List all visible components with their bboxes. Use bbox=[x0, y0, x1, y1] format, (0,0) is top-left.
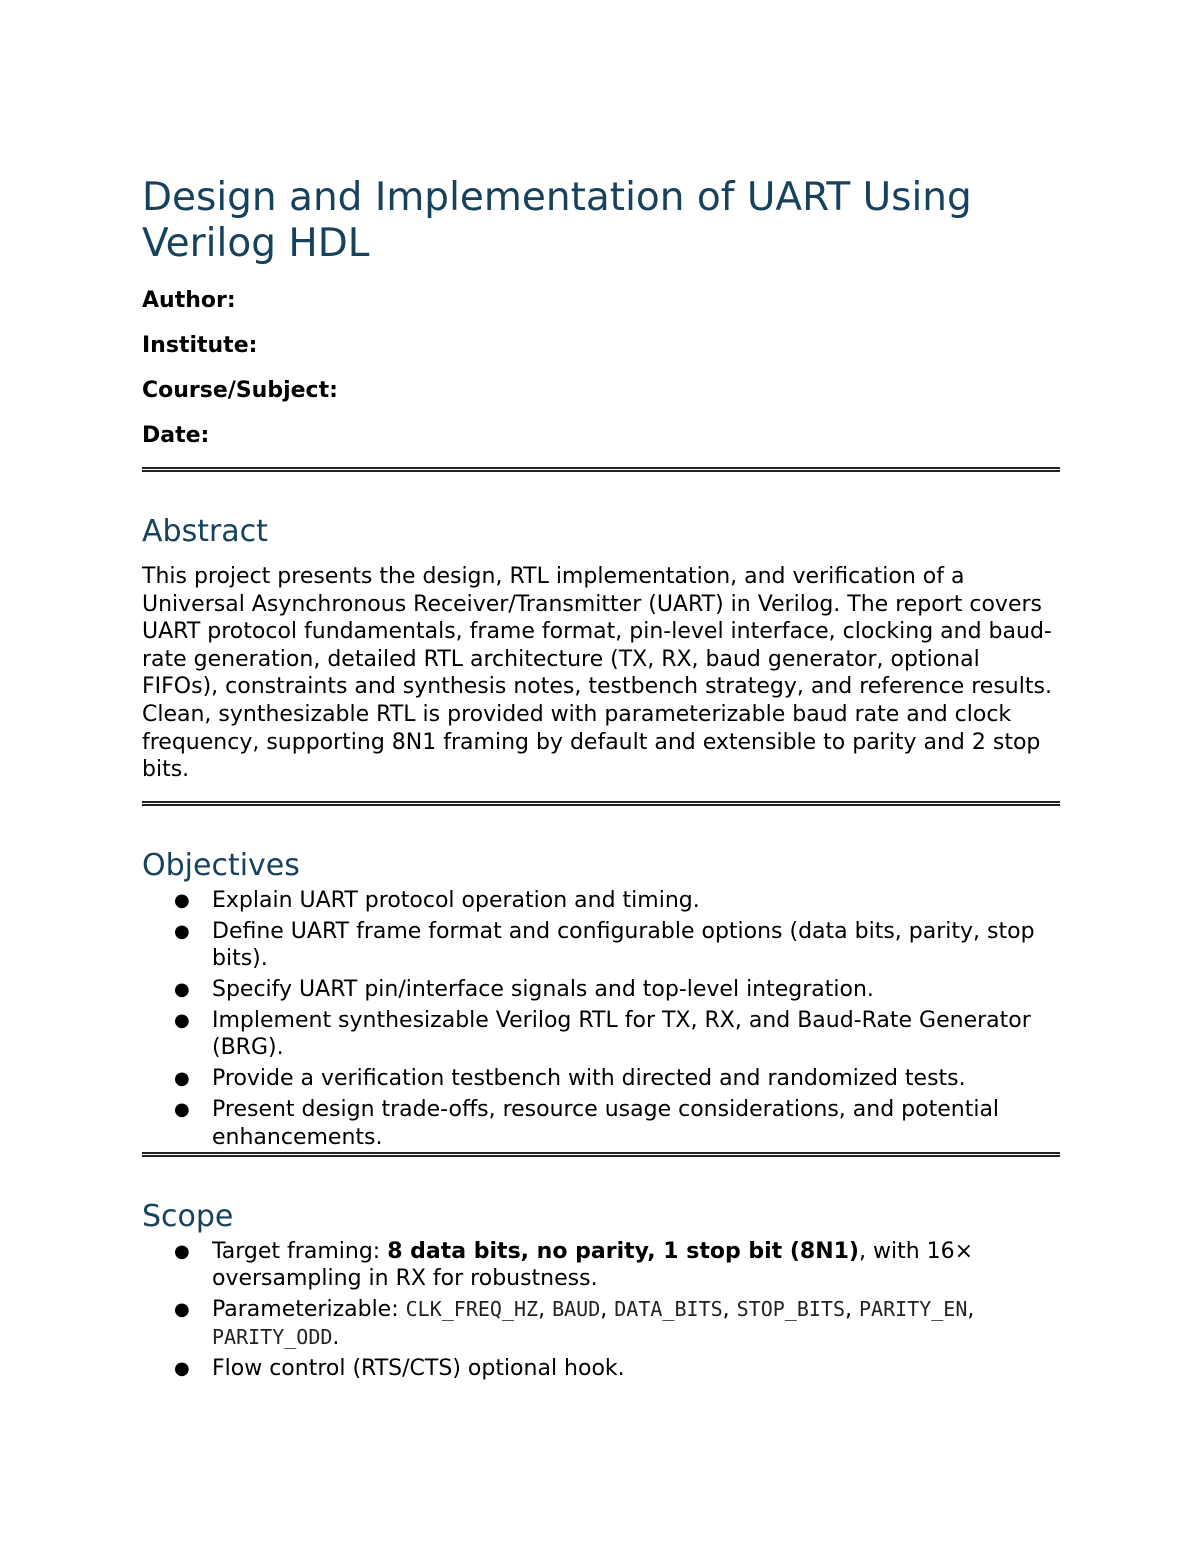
scope-heading: Scope bbox=[142, 1198, 234, 1234]
framing-highlight: 8 data bits, no parity, 1 stop bit (8N1) bbox=[387, 1238, 859, 1264]
bullet-icon: ● bbox=[174, 889, 190, 911]
param-name: CLK_FREQ_HZ bbox=[405, 1297, 539, 1322]
objective-text: Implement synthesizable Verilog RTL for TX, RX, and Baud-Rate Generator (BRG). bbox=[212, 1007, 1031, 1061]
bullet-icon: ● bbox=[174, 1068, 190, 1090]
separator: , bbox=[845, 1297, 859, 1323]
divider bbox=[142, 1152, 1060, 1157]
list-item bbox=[142, 887, 1060, 914]
document-title: Design and Implementation of UART Using Verilog HDL bbox=[142, 175, 972, 266]
document-page bbox=[142, 175, 1060, 1385]
scope-suffix: , with 16× oversampling in RX for robustness. bbox=[212, 1238, 974, 1292]
objectives-heading: Objectives bbox=[142, 847, 300, 883]
objective-text: Define UART frame format and configurable options (data bits, parity, stop bits). bbox=[212, 918, 1035, 972]
institute-label: Institute: bbox=[142, 333, 258, 358]
list-item bbox=[142, 1065, 1060, 1092]
separator: , bbox=[600, 1297, 615, 1323]
course-label: Course/Subject: bbox=[142, 378, 338, 403]
list-item bbox=[142, 1296, 1060, 1351]
list-item bbox=[142, 918, 1060, 973]
param-name: BAUD bbox=[552, 1297, 601, 1322]
bullet-icon: ● bbox=[174, 1299, 190, 1321]
scope-prefix: Target framing: bbox=[212, 1238, 388, 1264]
scope-list bbox=[142, 1238, 1060, 1382]
bullet-icon: ● bbox=[174, 920, 190, 942]
divider bbox=[142, 801, 1060, 806]
param-name: PARITY_EN bbox=[859, 1297, 968, 1322]
divider bbox=[142, 467, 1060, 472]
bullet-icon: ● bbox=[174, 978, 190, 1000]
bullet-icon: ● bbox=[174, 1240, 190, 1262]
scope-text: Flow control (RTS/CTS) optional hook. bbox=[212, 1355, 625, 1381]
list-item bbox=[142, 1238, 1060, 1293]
bullet-icon: ● bbox=[174, 1009, 190, 1031]
list-item bbox=[142, 976, 1060, 1003]
scope-prefix: Parameterizable: bbox=[212, 1297, 406, 1323]
list-item bbox=[142, 1355, 1060, 1382]
abstract-text: This project presents the design, RTL implementation, and verification of a Universal Asynchronous Receiver/Transmitter (UART) in Verilog. The report covers UART protocol fundamentals, frame format, pin-level interface, clocking and baud-rate generation, detailed RTL architecture (TX, RX, baud generator, optional FIFOs), constraints and synthesis notes, testbench strategy, and reference results. Clean, synthesizable RTL is provided with parameterizable baud rate and clock frequency, supporting 8N1 framing by default and extensible to parity and 2 stop bits. bbox=[142, 564, 1052, 783]
abstract-heading: Abstract bbox=[142, 514, 268, 549]
objectives-list bbox=[142, 887, 1060, 1151]
param-name: DATA_BITS bbox=[614, 1297, 723, 1322]
list-item bbox=[142, 1096, 1060, 1151]
list-item bbox=[142, 1007, 1060, 1062]
bullet-icon: ● bbox=[174, 1099, 190, 1121]
separator: , bbox=[722, 1297, 737, 1323]
separator: , bbox=[538, 1297, 553, 1323]
param-name: STOP_BITS bbox=[736, 1297, 845, 1322]
date-label: Date: bbox=[142, 423, 210, 448]
meta-block bbox=[142, 287, 1060, 450]
bullet-icon: ● bbox=[174, 1357, 190, 1379]
author-label: Author: bbox=[142, 288, 236, 313]
param-name: PARITY_ODD bbox=[212, 1324, 333, 1349]
objective-text: Specify UART pin/interface signals and top-level integration. bbox=[212, 976, 874, 1002]
objective-text: Present design trade-offs, resource usage considerations, and potential enhancements. bbox=[212, 1097, 1000, 1150]
separator: , bbox=[967, 1297, 975, 1323]
objective-text: Provide a verification testbench with directed and randomized tests. bbox=[212, 1066, 966, 1092]
end-punctuation: . bbox=[332, 1324, 340, 1350]
objective-text: Explain UART protocol operation and timing. bbox=[212, 887, 700, 913]
